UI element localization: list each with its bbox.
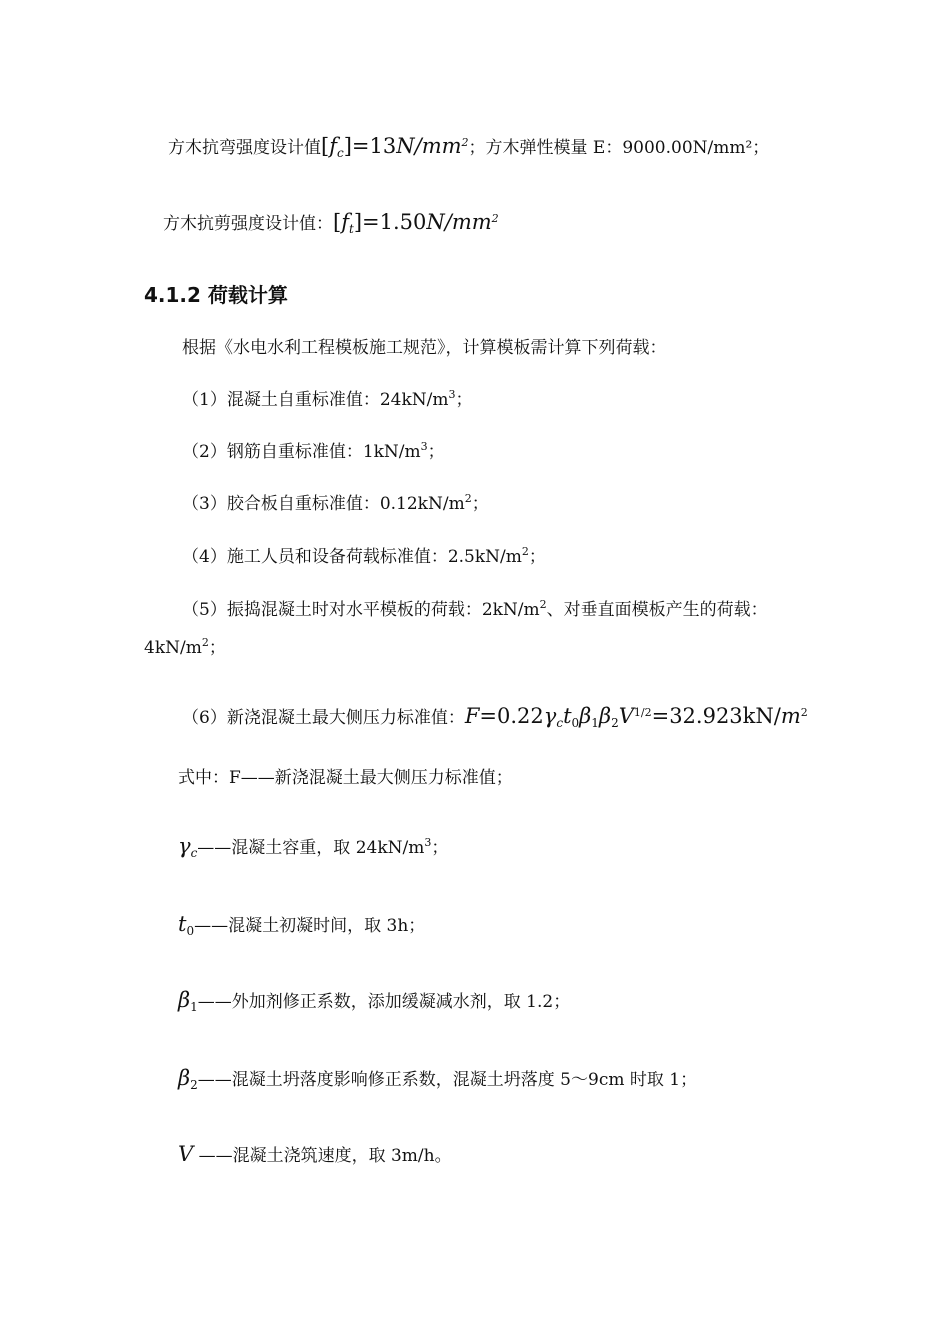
bending-strength-line: 方木抗弯强度设计值$[f_c]=13N/mm^2$；方木弹性模量 E：9000.00N/mm²； [168,134,770,160]
load-item-4: （4）施工人员和设备荷载标准值：$2.5kN/m^2$； [182,545,546,567]
load-item-2: （2）钢筋自重标准值：$1kN/m^3$； [182,440,445,462]
symbol-f: f [329,134,337,158]
where-line: 式中：F——新浇混凝土最大侧压力标准值； [178,768,513,788]
bending-strength-unit: N/mm [396,134,462,158]
shear-strength-value: =1.50 [362,210,427,234]
formula-F: F [464,704,480,728]
definition-t0: $t_0——$混凝土初凝时间，取 3h； [178,912,426,938]
load-item-6: （6）新浇混凝土最大侧压力标准值：$F=0.22\gamma_ct_0\beta_1\beta_2V^{1/2}=32.923kN/m^2$ [182,704,808,730]
formula-result: =32.923kN/ [651,704,781,728]
bending-strength-value: =13 [351,134,397,158]
shear-strength-line: 方木抗剪强度设计值：$[f_t]=1.50N/mm^2$ [163,210,499,236]
elastic-modulus-text: ；方木弹性模量 E：9000.00N/mm²； [468,138,770,158]
section-heading: 4.1.2 荷载计算 [144,283,288,307]
definition-V: V ——混凝土浇筑速度，取 3m/h。 [178,1142,452,1166]
load-item-5: （5）振捣混凝土时对水平模板的荷载：$2kN/m^2$、对垂直面模板产生的荷载： [182,598,768,620]
shear-strength-label: 方木抗剪强度设计值： [163,214,333,234]
load-item-3: （3）胶合板自重标准值：$0.12kN/m^2$； [182,492,489,514]
intro-paragraph: 根据《水电水利工程模板施工规范》，计算模板需计算下列荷载： [182,338,667,358]
definition-beta2: $\beta_2——$混凝土坍落度影响修正系数，混凝土坍落度 5～9cm 时取 1； [178,1066,698,1092]
load-item-1: （1）混凝土自重标准值：$24kN/m^3$； [182,388,473,410]
definition-beta1: $\beta_1——$外加剂修正系数，添加缓凝减水剂，取 1.2； [178,988,571,1014]
bending-strength-label: 方木抗弯强度设计值 [168,138,321,158]
load-item-5-continued: $4kN/m^2$； [144,636,226,658]
definition-gamma: $\gamma_c——$混凝土容重，取 $24kN/m^3$； [178,834,449,860]
